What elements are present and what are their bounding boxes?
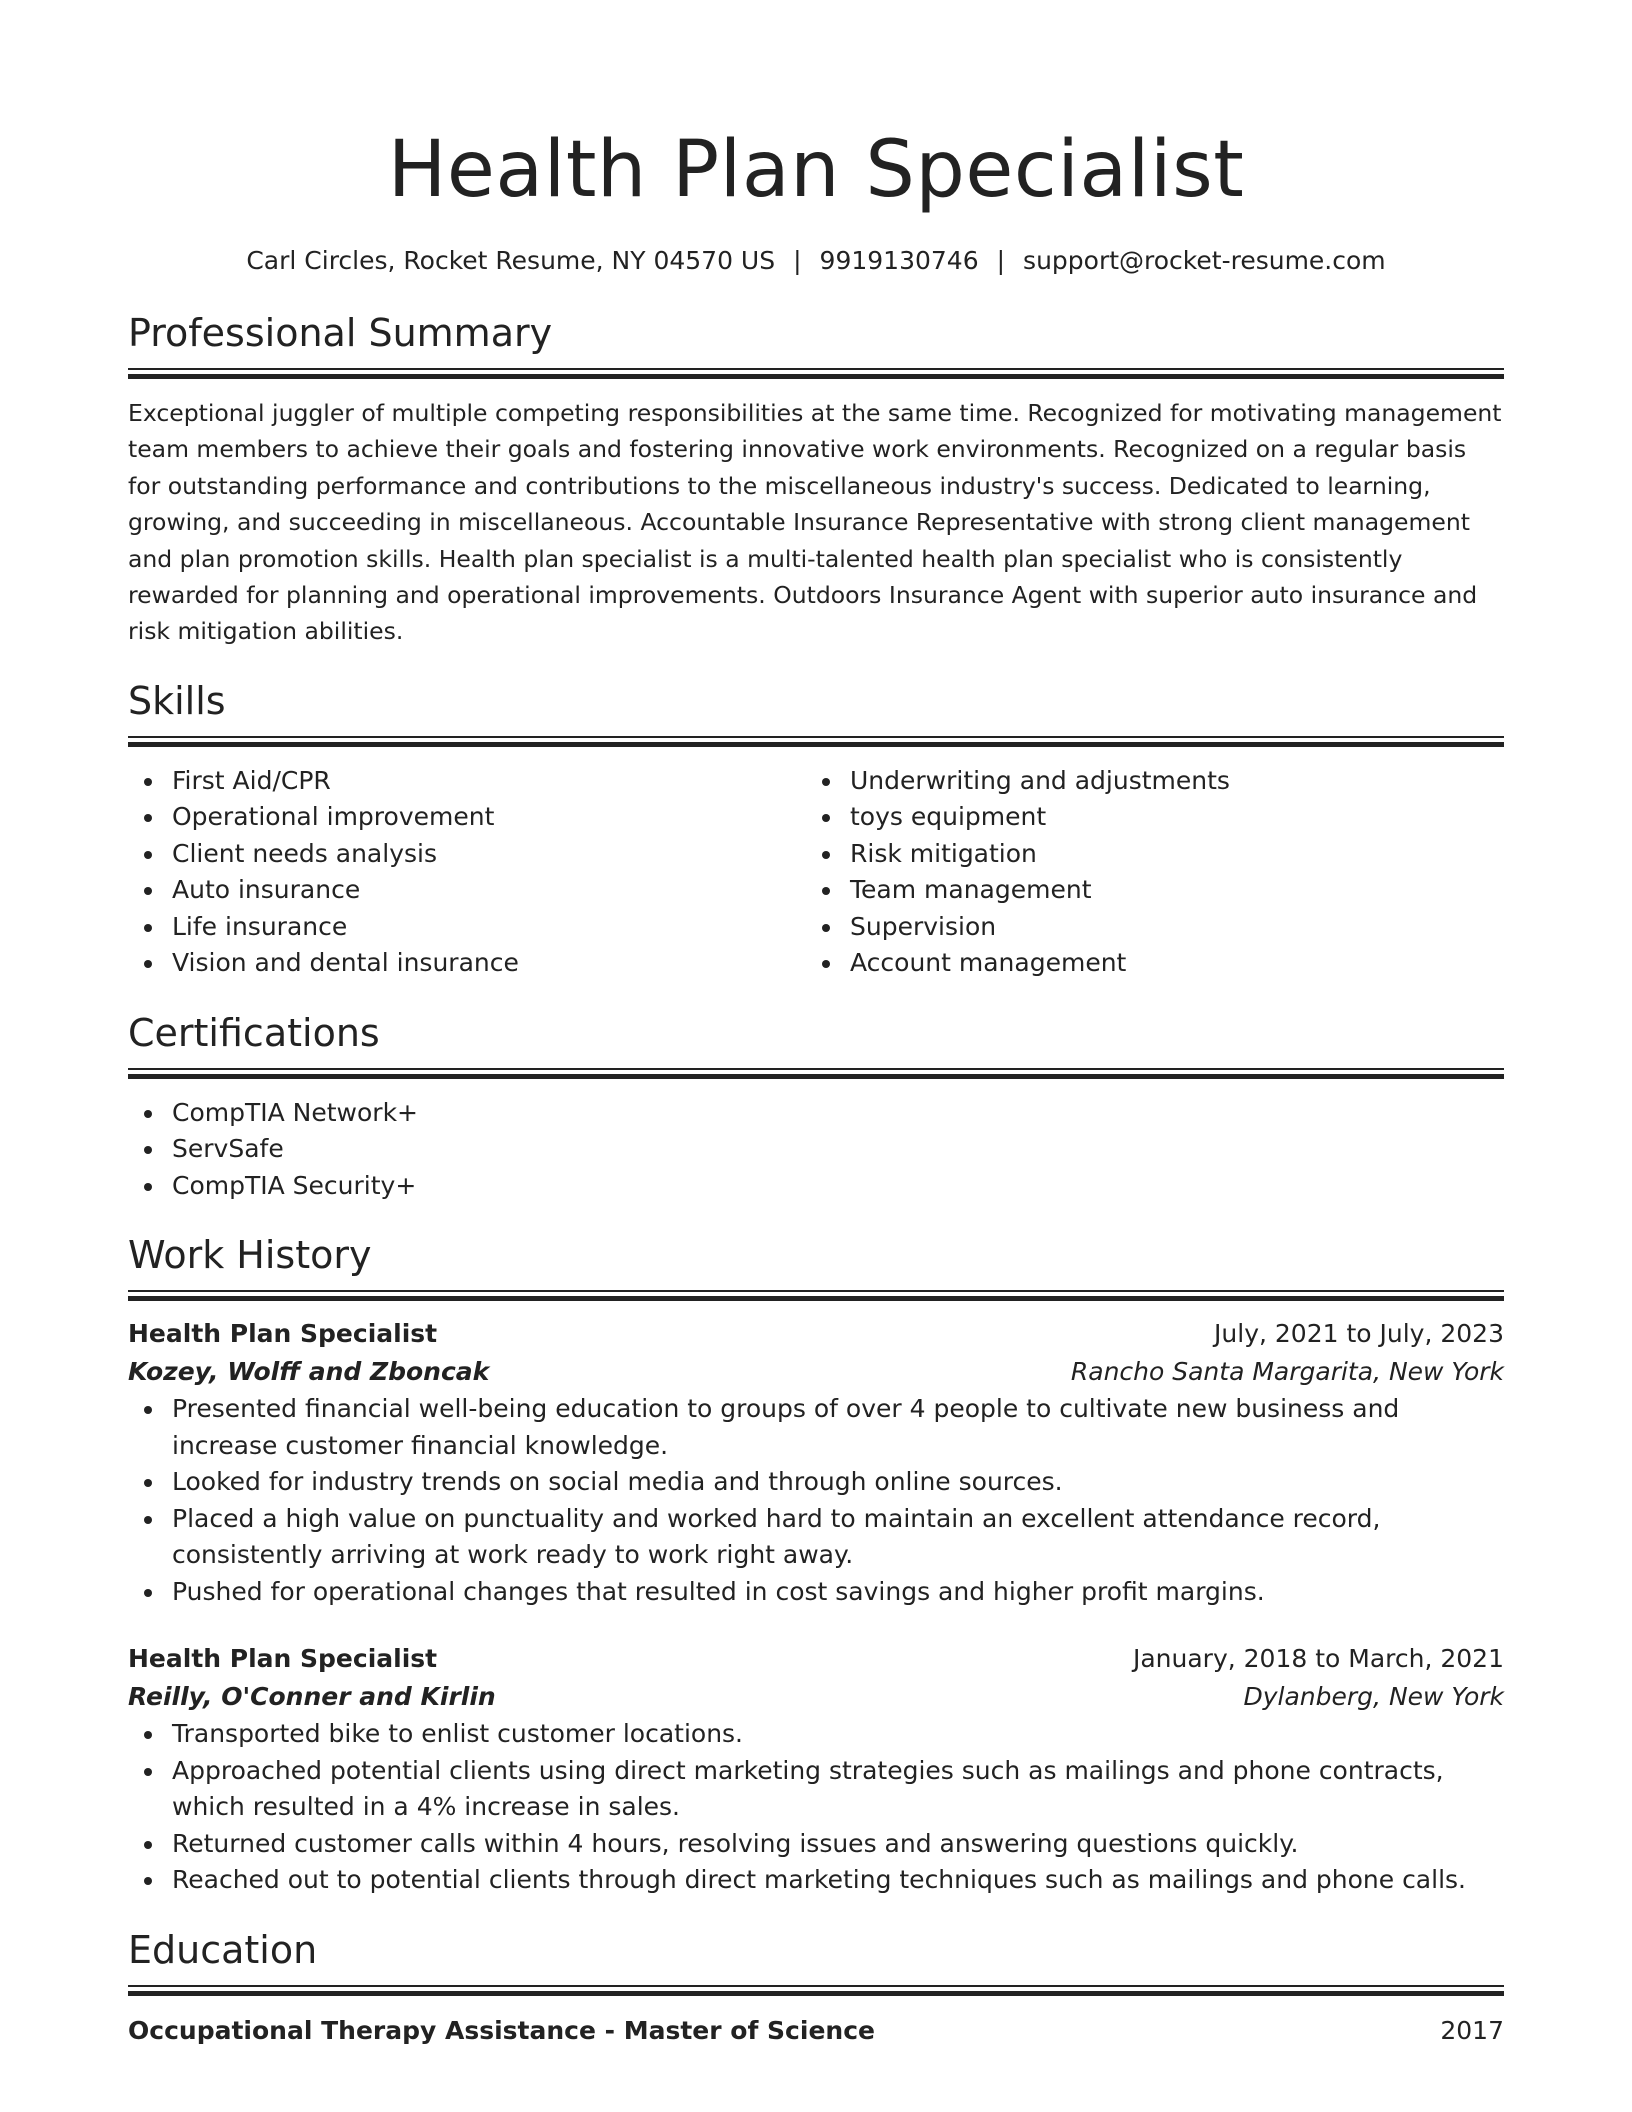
skill-item: Operational improvement [128, 799, 806, 836]
job-company: Kozey, Wolff and Zboncak [128, 1357, 490, 1387]
skill-item: Team management [806, 872, 1484, 909]
job-header-row [128, 1315, 1504, 1353]
job-dates: July, 2021 to July, 2023 [1214, 1319, 1504, 1349]
resume-page [128, 0, 1504, 2050]
education-entry [128, 2012, 1504, 2050]
section-education [128, 1925, 1504, 2050]
job-location: Dylanberg, New York [1243, 1682, 1504, 1712]
section-divider [128, 1985, 1504, 1996]
job-bullet: Reached out to potential clients through direct marketing techniques such as mailings and phone calls. [128, 1862, 1504, 1899]
skill-item: Client needs analysis [128, 836, 806, 873]
certification-item: CompTIA Security+ [128, 1168, 1504, 1205]
certification-item: ServSafe [128, 1131, 1504, 1168]
job-bullets [128, 1716, 1504, 1899]
skill-item: Vision and dental insurance [128, 945, 806, 982]
job-dates: January, 2018 to March, 2021 [1132, 1644, 1504, 1674]
certification-item: CompTIA Network+ [128, 1095, 1504, 1132]
job-bullet: Looked for industry trends on social media and through online sources. [128, 1464, 1504, 1501]
skill-item: Auto insurance [128, 872, 806, 909]
job-bullet: Placed a high value on punctuality and worked hard to maintain an excellent attendance record, consistently arriving at work ready to work right away. [128, 1501, 1504, 1574]
section-divider [128, 1290, 1504, 1301]
skill-item: Underwriting and adjustments [806, 763, 1484, 800]
section-divider [128, 736, 1504, 747]
certifications-list [128, 1095, 1504, 1205]
section-certifications [128, 1008, 1504, 1205]
job-bullets [128, 1391, 1504, 1610]
contact-phone: 9919130746 [819, 246, 979, 275]
job-title: Health Plan Specialist [128, 1644, 438, 1674]
section-divider [128, 1068, 1504, 1079]
section-title-work-history: Work History [128, 1233, 372, 1278]
job-company-row [128, 1353, 1504, 1391]
skill-item: toys equipment [806, 799, 1484, 836]
job-bullet: Returned customer calls within 4 hours, resolving issues and answering questions quickly. [128, 1826, 1504, 1863]
skill-item: Supervision [806, 909, 1484, 946]
contact-separator: | [996, 246, 1006, 275]
contact-line [128, 244, 1504, 278]
job-bullet: Transported bike to enlist customer locations. [128, 1716, 1504, 1753]
skills-left-column [128, 763, 806, 982]
job-bullet: Pushed for operational changes that resulted in cost savings and higher profit margins. [128, 1574, 1504, 1611]
job-bullet: Presented financial well-being education to groups of over 4 people to cultivate new business and increase customer financial knowledge. [128, 1391, 1504, 1464]
skill-item: Risk mitigation [806, 836, 1484, 873]
contact-address: Carl Circles, Rocket Resume, NY 04570 US [246, 246, 776, 275]
section-title-summary: Professional Summary [128, 311, 553, 355]
skills-right-column [806, 763, 1484, 982]
skill-item: First Aid/CPR [128, 763, 806, 800]
section-title-skills: Skills [128, 678, 226, 723]
job-company: Reilly, O'Conner and Kirlin [128, 1682, 496, 1712]
job-company-row [128, 1678, 1504, 1716]
section-skills [128, 676, 1504, 982]
job-title: Health Plan Specialist [128, 1319, 438, 1349]
section-work-history [128, 1230, 1504, 1899]
section-summary [128, 308, 1504, 650]
section-divider [128, 368, 1504, 379]
contact-email: support@rocket-resume.com [1023, 246, 1386, 275]
skills-columns [128, 763, 1504, 982]
section-title-education: Education [128, 1927, 318, 1972]
skill-item: Life insurance [128, 909, 806, 946]
resume-title: Health Plan Specialist [387, 125, 1245, 215]
job-header-row [128, 1640, 1504, 1678]
section-title-certifications: Certifications [128, 1010, 380, 1055]
job-entry [128, 1315, 1504, 1610]
skill-item: Account management [806, 945, 1484, 982]
job-entry [128, 1640, 1504, 1899]
education-degree: Occupational Therapy Assistance - Master of Science [128, 2015, 875, 2045]
job-location: Rancho Santa Margarita, New York [1070, 1357, 1504, 1387]
education-year: 2017 [1440, 2015, 1504, 2045]
job-bullet: Approached potential clients using direct marketing strategies such as mailings and phone contracts, which resulted in a 4% increase in sales. [128, 1753, 1504, 1826]
contact-separator: | [793, 246, 802, 275]
summary-text: Exceptional juggler of multiple competing responsibilities at the same time. Recognized for motivating management team members to achieve their goals and fostering innovative work environments. Recognized on a regular basis for outstanding performance and contributions to the miscellaneous industry's success. Dedicated to learning, growing, and succeeding in miscellaneous. Accountable Insurance Representative with strong client management and plan promotion skills. Health plan specialist is a multi-talented health plan specialist who is consistently rewarded for planning and operational improvements. Outdoors Insurance Agent with superior auto insurance and risk mitigation abilities. [128, 399, 1502, 646]
